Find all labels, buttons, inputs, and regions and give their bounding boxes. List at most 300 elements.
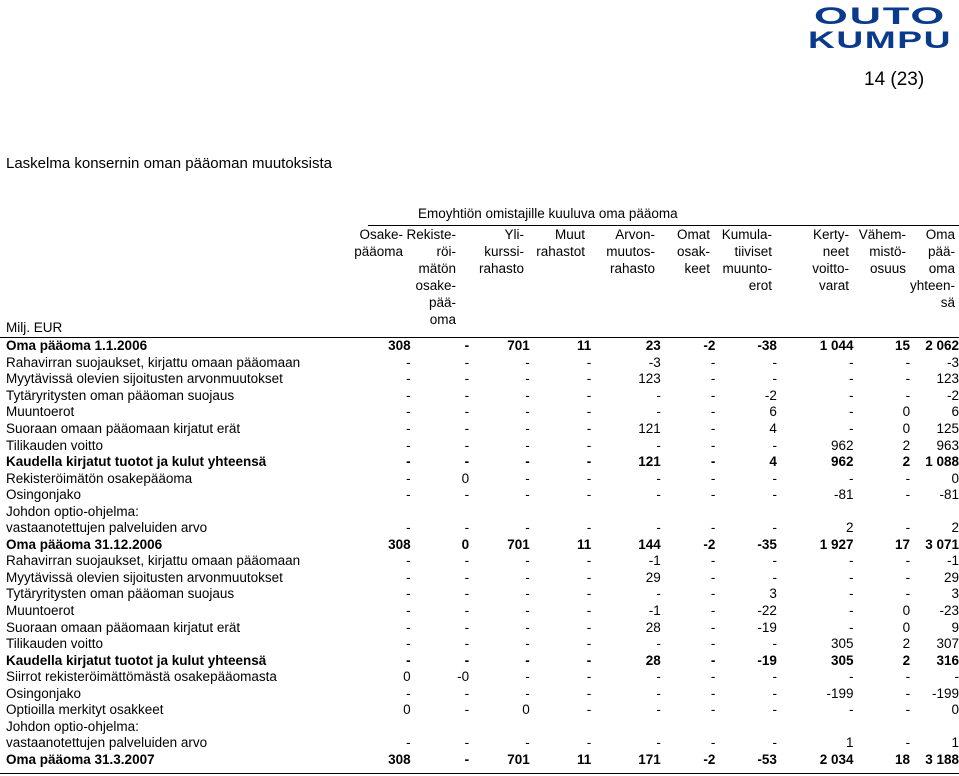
table-cell: 18	[895, 751, 911, 767]
table-cell: -	[525, 685, 530, 701]
table-cell: -	[849, 619, 854, 635]
table-cell: -35	[757, 536, 777, 552]
table-cell: 2	[902, 437, 911, 453]
table-cell: -	[464, 421, 470, 436]
equity-changes-table	[4, 338, 959, 768]
table-cell: 0	[403, 669, 411, 685]
table-cell	[715, 503, 777, 520]
table-cell: -	[464, 586, 470, 602]
table-cell: -	[406, 354, 411, 370]
table-cell: 6	[951, 404, 959, 420]
table-cell: -2	[703, 338, 716, 354]
table-cell: -	[710, 652, 716, 668]
table-cell: -2	[764, 387, 777, 403]
table-cell: -	[656, 735, 661, 751]
table-cell: -	[905, 354, 911, 370]
row-label: Myytävissä olevien sijoitusten arvonmuutokset	[6, 569, 283, 585]
table-cell: 1	[845, 735, 854, 751]
table-cell: -	[849, 603, 854, 619]
table-cell: -	[772, 437, 777, 453]
row-label: Kaudella kirjatut tuotot ja kulut yhteensä	[6, 454, 267, 470]
table-cell: -	[586, 404, 592, 420]
table-cell: 1 927	[819, 536, 854, 552]
table-cell: -2	[946, 387, 959, 403]
table-cell: -	[406, 437, 411, 453]
table-cell: -3	[648, 354, 661, 370]
svg-text:KUMPU: KUMPU	[808, 27, 952, 50]
table-cell: -	[406, 569, 411, 585]
table-cell: -	[849, 702, 854, 718]
table-cell	[388, 503, 411, 520]
table-cell: 28	[645, 619, 661, 635]
table-cell: -	[905, 520, 911, 536]
table-cell: -	[772, 702, 777, 718]
table-cell: -	[772, 636, 777, 652]
table-cell: -	[525, 470, 530, 486]
table-cell: -	[905, 669, 911, 685]
row-label: Suoraan omaan pääomaan kirjatut erät	[6, 421, 241, 436]
table-cell: -	[464, 569, 470, 585]
table-cell: -	[954, 669, 959, 685]
table-cell: 0	[902, 619, 911, 635]
table-cell: -	[464, 371, 470, 387]
table-cell	[777, 719, 854, 736]
table-cell: 123	[638, 371, 661, 387]
row-label: Rahavirran suojaukset, kirjattu omaan pääomaan	[6, 553, 301, 569]
table-cell	[469, 719, 530, 736]
table-cell: -	[525, 569, 530, 585]
table-cell: -81	[833, 487, 854, 503]
table-cell: -	[586, 603, 592, 619]
table-cell: -23	[939, 603, 959, 619]
table-cell: -	[464, 404, 470, 420]
table-row	[4, 652, 959, 669]
table-cell: -	[710, 569, 716, 585]
row-label: Oma pääoma 31.12.2006	[6, 536, 163, 552]
table-cell: -	[849, 404, 854, 420]
table-cell: -19	[757, 652, 777, 668]
table-cell: -	[905, 387, 911, 403]
table-cell: -	[849, 669, 854, 685]
table-cell: 963	[936, 437, 959, 453]
table-cell: 125	[936, 421, 959, 436]
table-cell: -	[586, 421, 592, 436]
table-cell: -	[406, 404, 411, 420]
table-cell: -	[525, 669, 530, 685]
table-cell: 29	[645, 569, 661, 585]
table-row	[4, 669, 959, 686]
row-label: Muuntoerot	[6, 603, 75, 619]
table-cell: 308	[388, 751, 411, 767]
row-label: Rekisteröimätön osakepääoma	[6, 470, 193, 486]
table-cell: -	[656, 685, 661, 701]
table-cell: 0	[951, 470, 959, 486]
table-cell	[469, 503, 530, 520]
table-row	[4, 685, 959, 702]
table-cell	[854, 719, 911, 736]
table-cell: -	[772, 685, 777, 701]
table-cell: -	[525, 520, 530, 536]
table-cell: -	[905, 569, 911, 585]
table-row	[4, 371, 959, 388]
table-cell: 316	[936, 652, 959, 668]
table-cell: -	[849, 371, 854, 387]
table-cell: -	[406, 685, 411, 701]
column-header-kertyneet-voittovarat: Kerty- neet voitto- varat	[812, 227, 849, 293]
table-cell: -	[849, 569, 854, 585]
table-cell: -	[525, 437, 530, 453]
table-cell: -	[905, 702, 911, 718]
table-bottom-rule	[0, 773, 959, 774]
table-cell: -	[849, 354, 854, 370]
table-cell: 2 034	[819, 751, 854, 767]
table-cell: -	[849, 470, 854, 486]
row-label: Johdon optio-ohjelma:	[6, 718, 139, 734]
table-cell: -53	[757, 751, 777, 767]
table-cell: -	[586, 702, 592, 718]
table-cell	[591, 503, 661, 520]
table-row	[4, 355, 959, 372]
table-cell: -	[772, 520, 777, 536]
table-cell	[777, 503, 854, 520]
table-row	[4, 570, 959, 587]
table-cell: -	[772, 371, 777, 387]
table-row	[4, 603, 959, 620]
table-cell: -	[406, 520, 411, 536]
table-cell: -	[905, 487, 911, 503]
table-cell: 308	[388, 536, 411, 552]
table-cell: 23	[645, 338, 661, 354]
table-cell: -	[772, 669, 777, 685]
table-cell: -	[525, 636, 530, 652]
table-cell: 11	[577, 536, 592, 552]
table-cell: 9	[951, 619, 959, 635]
table-cell	[530, 719, 592, 736]
table-cell: 701	[507, 338, 530, 354]
table-cell: -	[656, 669, 661, 685]
row-label: Muuntoerot	[6, 404, 75, 420]
table-cell	[661, 503, 716, 520]
table-cell: 28	[645, 652, 661, 668]
table-cell: -	[710, 487, 716, 503]
table-cell: -	[525, 652, 530, 668]
column-header-omat-osakkeet: Omat osak- keet	[676, 227, 710, 276]
column-header-rekisteroimaton: Rekiste- röi- mätön osake- pää- oma	[406, 227, 456, 327]
row-label: Tilikauden voitto	[6, 437, 104, 453]
table-cell: 121	[638, 421, 661, 436]
table-row	[4, 388, 959, 405]
table-cell: -	[710, 619, 716, 635]
row-label: Osingonjako	[6, 487, 82, 503]
row-label: Johdon optio-ohjelma:	[6, 503, 139, 519]
table-cell: -	[710, 685, 716, 701]
table-cell: -	[849, 421, 854, 436]
column-header-osakepaaoma: Osake- pääoma	[354, 227, 403, 259]
table-cell: 3 188	[925, 751, 959, 767]
table-cell: -	[464, 702, 470, 718]
table-cell: 305	[830, 636, 854, 652]
table-cell: 3	[769, 586, 777, 602]
table-row	[4, 470, 959, 487]
table-cell: 0	[461, 536, 470, 552]
table-cell: -	[464, 487, 470, 503]
table-cell: 121	[638, 454, 661, 470]
table-cell: -	[525, 354, 530, 370]
table-cell: -	[772, 735, 777, 751]
table-cell: -	[525, 404, 530, 420]
table-cell: -	[586, 487, 592, 503]
table-cell: -2	[703, 536, 716, 552]
table-cell: 2	[951, 520, 959, 536]
table-cell: 305	[830, 652, 854, 668]
table-cell: -	[905, 553, 911, 569]
table-cell: -	[849, 387, 854, 403]
table-cell: -	[905, 586, 911, 602]
table-cell: -	[586, 569, 592, 585]
table-cell: -	[710, 387, 716, 403]
table-cell: 4	[769, 454, 777, 470]
table-cell: -	[464, 553, 470, 569]
table-row	[4, 553, 959, 570]
table-cell: 4	[769, 421, 777, 436]
table-cell: -	[464, 437, 470, 453]
table-cell: -	[464, 387, 470, 403]
table-cell: -	[464, 751, 470, 767]
table-cell: -	[586, 652, 592, 668]
row-label: Suoraan omaan pääomaan kirjatut erät	[6, 619, 241, 635]
table-cell: -	[464, 454, 470, 470]
table-cell	[591, 719, 661, 736]
row-label: Tytäryritysten oman pääoman suojaus	[6, 586, 235, 602]
table-cell: -	[525, 454, 530, 470]
table-cell: 962	[830, 454, 854, 470]
row-label: Rahavirran suojaukset, kirjattu omaan pääomaan	[6, 354, 301, 370]
row-label: Osingonjako	[6, 685, 82, 701]
table-cell: -	[710, 454, 716, 470]
table-cell: -199	[826, 685, 854, 701]
page-number: 14 (23)	[864, 69, 925, 90]
table-cell: -	[656, 636, 661, 652]
row-label: Oma pääoma 31.3.2007	[6, 751, 155, 767]
table-cell: -0	[457, 669, 470, 685]
table-cell: -	[772, 354, 777, 370]
table-cell: -	[656, 702, 661, 718]
table-cell: -	[905, 735, 911, 751]
table-cell: -	[710, 702, 716, 718]
table-row	[4, 586, 959, 603]
table-cell: -	[406, 586, 411, 602]
row-label: Kaudella kirjatut tuotot ja kulut yhteensä	[6, 652, 267, 668]
table-cell: -	[464, 619, 470, 635]
table-cell: -	[656, 387, 661, 403]
table-row	[4, 636, 959, 653]
table-row	[4, 338, 959, 355]
column-header-muuntoerot: Kumula- tiiviset muunto- erot	[721, 227, 772, 293]
table-cell: -	[406, 652, 411, 668]
table-cell: -	[406, 636, 411, 652]
table-cell: -81	[939, 487, 959, 503]
table-cell: -	[710, 586, 716, 602]
table-cell: 2 062	[925, 338, 959, 354]
table-cell: -	[406, 421, 411, 436]
table-cell: -2	[703, 751, 716, 767]
table-cell: -	[656, 404, 661, 420]
table-cell: -	[656, 520, 661, 536]
table-row	[4, 454, 959, 471]
table-cell: 11	[577, 751, 592, 767]
table-cell: 6	[769, 404, 777, 420]
table-cell: -	[656, 437, 661, 453]
table-cell: -	[406, 454, 411, 470]
table-cell: -38	[757, 338, 777, 354]
table-cell: 0	[951, 702, 959, 718]
row-label: Oma pääoma 1.1.2006	[6, 338, 148, 354]
table-cell: -	[849, 586, 854, 602]
table-cell: -	[710, 470, 716, 486]
table-row	[4, 503, 959, 520]
table-cell: -	[772, 487, 777, 503]
table-cell: -	[586, 619, 592, 635]
table-cell: -	[406, 735, 411, 751]
table-cell: 962	[830, 437, 854, 453]
table-cell: 171	[638, 751, 661, 767]
table-cell: -	[586, 354, 592, 370]
table-cell: 0	[902, 404, 911, 420]
table-cell	[530, 503, 592, 520]
table-row	[4, 735, 959, 752]
table-cell: -	[586, 387, 592, 403]
table-row	[4, 437, 959, 454]
row-label: Tilikauden voitto	[6, 636, 104, 652]
table-cell: -	[905, 470, 911, 486]
table-cell: -	[406, 387, 411, 403]
table-cell: -	[586, 371, 592, 387]
table-cell: -199	[931, 685, 959, 701]
table-cell: -	[586, 586, 592, 602]
table-cell: -	[464, 685, 470, 701]
table-cell: -	[710, 603, 716, 619]
table-cell: 2	[902, 454, 911, 470]
table-cell: -1	[946, 553, 959, 569]
table-cell: -	[586, 437, 592, 453]
table-cell: -	[586, 636, 592, 652]
table-cell: -	[710, 437, 716, 453]
table-cell	[388, 719, 411, 736]
table-cell	[661, 719, 716, 736]
table-cell: -	[464, 520, 470, 536]
column-header-muut-rahastot: Muut rahastot	[536, 227, 585, 259]
table-cell: -	[464, 603, 470, 619]
table-cell: -	[710, 636, 716, 652]
table-cell: -	[710, 520, 716, 536]
table-cell: -22	[757, 603, 777, 619]
table-cell: 15	[895, 338, 911, 354]
table-row	[4, 421, 959, 438]
table-cell: -19	[757, 619, 777, 635]
table-cell: -	[406, 487, 411, 503]
table-cell: -	[710, 553, 716, 569]
row-label: Myytävissä olevien sijoitusten arvonmuutokset	[6, 371, 283, 387]
table-cell: -	[586, 553, 592, 569]
table-cell	[854, 503, 911, 520]
table-cell: -	[406, 371, 411, 387]
table-cell: 3	[951, 586, 959, 602]
table-cell: 11	[577, 338, 592, 354]
table-cell: -	[586, 685, 592, 701]
table-row	[4, 404, 959, 421]
table-row	[4, 752, 959, 769]
table-cell: -	[586, 470, 592, 486]
table-row	[4, 719, 959, 736]
table-cell: -	[710, 735, 716, 751]
table-cell: -	[710, 404, 716, 420]
table-cell: -	[525, 421, 530, 436]
table-cell: -	[905, 685, 911, 701]
table-cell: -	[525, 603, 530, 619]
column-group-heading: Emoyhtiön omistajille kuuluva oma pääoma	[418, 206, 678, 221]
table-cell: 0	[902, 421, 911, 436]
table-cell: 2	[902, 636, 911, 652]
table-cell: -1	[648, 553, 661, 569]
table-cell: 2	[902, 652, 911, 668]
unit-label: Milj. EUR	[6, 320, 63, 335]
column-header-oma-paaoma-yhteensa: Oma pää- oma yhteen- sä	[909, 227, 955, 310]
table-cell: -	[772, 553, 777, 569]
table-cell: 1 044	[819, 338, 854, 354]
table-cell: 2	[845, 520, 854, 536]
table-cell	[411, 503, 470, 520]
table-cell: 1 088	[925, 454, 959, 470]
column-header-ylikurssirahasto: Yli- kurssi- rahasto	[478, 227, 524, 276]
table-cell: -	[586, 454, 592, 470]
table-cell: -	[464, 354, 470, 370]
table-cell: -	[849, 553, 854, 569]
table-body	[4, 338, 959, 768]
table-cell: -	[525, 619, 530, 635]
table-cell: -	[656, 487, 661, 503]
table-cell: -	[772, 470, 777, 486]
table-cell: -1	[648, 603, 661, 619]
table-cell: 1	[951, 735, 959, 751]
table-cell: -	[525, 553, 530, 569]
table-row	[4, 520, 959, 537]
row-label: vastaanotettujen palveluiden arvo	[6, 735, 208, 751]
table-cell: -	[710, 354, 716, 370]
table-row	[4, 702, 959, 719]
table-cell: 123	[936, 371, 959, 387]
table-row	[4, 619, 959, 636]
table-cell: -	[406, 603, 411, 619]
table-cell: -	[586, 520, 592, 536]
table-cell: -	[586, 735, 592, 751]
table-cell: -	[406, 619, 411, 635]
table-cell: -	[656, 586, 661, 602]
row-label: Optioilla merkityt osakkeet	[6, 702, 164, 718]
column-header-arvonmuutosrahasto: Arvon- muutos- rahasto	[606, 227, 655, 276]
table-row	[4, 487, 959, 504]
table-cell: 701	[507, 536, 530, 552]
column-header-vahemmistoosuus: Vähem- mistö- osuus	[858, 227, 906, 276]
row-label: Tytäryritysten oman pääoman suojaus	[6, 387, 235, 403]
table-cell	[715, 719, 777, 736]
svg-text:OUTO: OUTO	[814, 3, 946, 30]
table-cell: 144	[638, 536, 661, 552]
table-cell: 17	[895, 536, 911, 552]
table-cell: -	[464, 636, 470, 652]
table-cell: -	[586, 669, 592, 685]
table-cell: -	[525, 371, 530, 387]
document-title: Laskelma konsernin oman pääoman muutoksista	[6, 155, 333, 172]
